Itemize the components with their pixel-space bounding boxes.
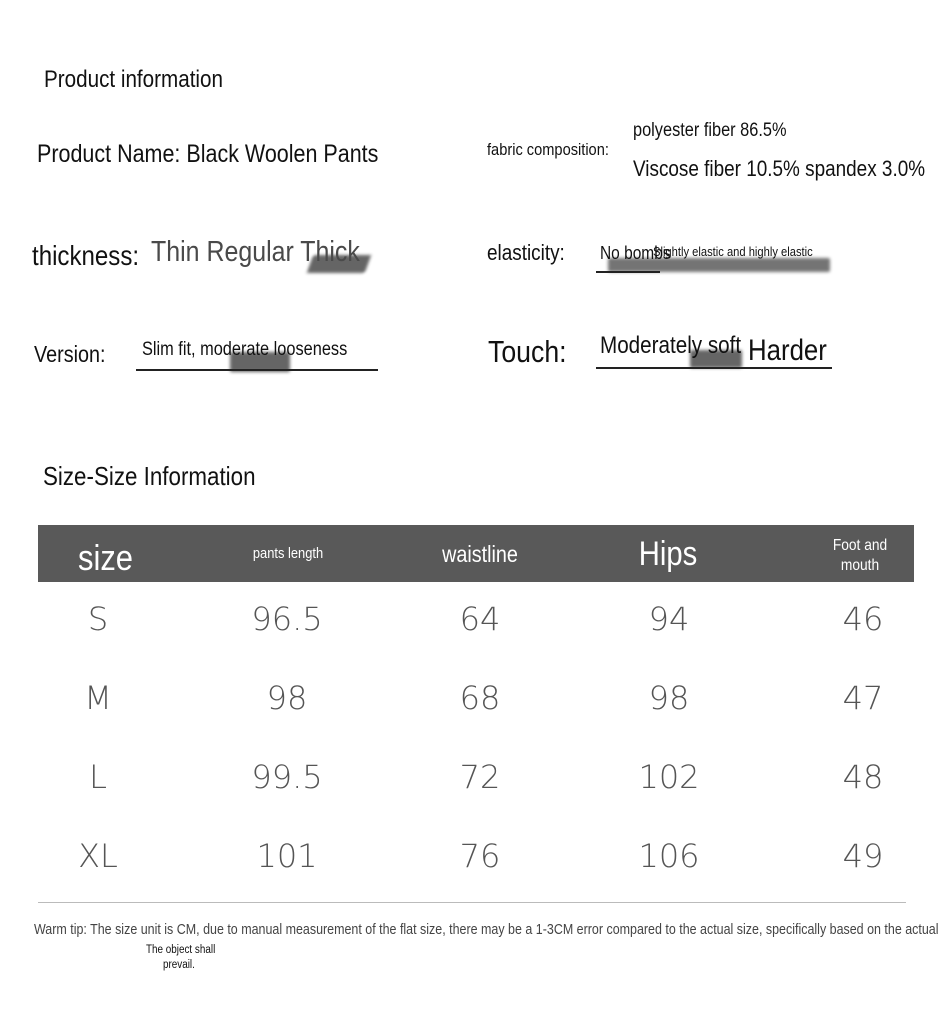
- cell-size: L: [89, 758, 107, 796]
- cell-foot: 47: [842, 679, 884, 717]
- elasticity-underline: [596, 271, 660, 273]
- warm-tip-line-2: The object shall: [146, 944, 216, 956]
- cell-hips: 102: [638, 758, 700, 796]
- cell-length: 101: [256, 837, 318, 875]
- header-hips: Hips: [638, 535, 698, 573]
- cell-hips: 94: [648, 600, 690, 638]
- thickness-options: Thin Regular Thick: [151, 236, 360, 268]
- cell-hips: 106: [638, 837, 700, 875]
- warm-tip-line-1: Warm tip: The size unit is CM, due to manual measurement of the flat size, there may be a 1-3CM error compared to the actual size, specifically based on the actual: [34, 922, 939, 938]
- warm-tip-line-3: prevail.: [163, 959, 195, 971]
- thickness-label: thickness:: [32, 240, 140, 271]
- version-options: Slim fit, moderate looseness: [142, 339, 348, 360]
- size-table-header: [38, 525, 914, 582]
- fabric-line-2: Viscose fiber 10.5% spandex 3.0%: [633, 156, 926, 181]
- header-pants-length: pants length: [252, 545, 324, 562]
- cell-length: 96.5: [251, 600, 323, 638]
- cell-size: S: [87, 600, 109, 638]
- cell-foot: 46: [842, 600, 884, 638]
- cell-length: 98: [266, 679, 308, 717]
- fabric-label: fabric composition:: [487, 140, 609, 159]
- product-name: Product Name: Black Woolen Pants: [37, 140, 379, 168]
- elasticity-option-2: Slightly elastic and highly elastic: [653, 244, 813, 259]
- header-size: size: [77, 537, 134, 578]
- touch-label: Touch:: [488, 334, 567, 369]
- product-info-title: Product information: [44, 66, 223, 93]
- cell-waist: 64: [459, 600, 501, 638]
- size-info-title: Size-Size Information: [43, 461, 256, 491]
- header-foot-mouth-1: Foot and: [832, 537, 888, 554]
- touch-option-1: Moderately soft: [600, 332, 742, 359]
- cell-length: 99.5: [251, 758, 323, 796]
- cell-size: M: [84, 679, 112, 717]
- cell-waist: 72: [459, 758, 501, 796]
- cell-size: XL: [78, 837, 118, 875]
- header-foot-mouth-2: mouth: [840, 557, 880, 574]
- fabric-line-1: polyester fiber 86.5%: [633, 120, 787, 141]
- cell-waist: 68: [459, 679, 501, 717]
- elasticity-label: elasticity:: [487, 240, 565, 265]
- cell-foot: 49: [842, 837, 884, 875]
- cell-hips: 98: [648, 679, 690, 717]
- elasticity-option-1: No bombs: [600, 243, 671, 263]
- cell-waist: 76: [459, 837, 501, 875]
- header-waistline: waistline: [442, 541, 518, 567]
- cell-foot: 48: [842, 758, 884, 796]
- version-underline: [136, 369, 378, 371]
- table-bottom-rule: [38, 902, 906, 903]
- touch-option-2: Harder: [748, 334, 827, 367]
- version-label: Version:: [34, 341, 106, 367]
